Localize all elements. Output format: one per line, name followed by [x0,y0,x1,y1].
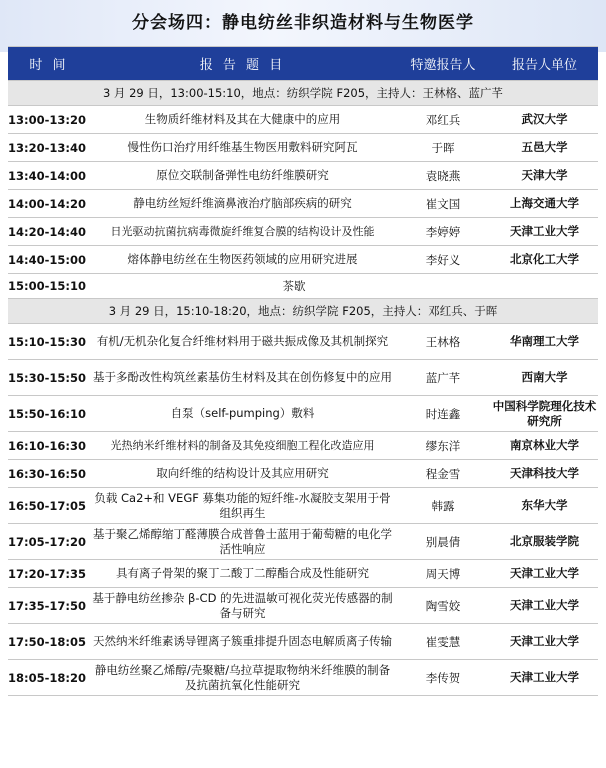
table-row [8,106,598,134]
row-topic: 静电纺丝短纤维滴鼻液治疗脑部疾病的研究 [90,190,395,218]
row-speaker: 李传贺 [395,660,491,696]
row-speaker: 于晖 [395,134,491,162]
session-info: 3 月 29 日，13:00-15:10，地点：纺织学院 F205，主持人：王林格、蓝广芊 [8,81,598,106]
break-label: 茶歇 [90,274,598,299]
table-header-row [8,47,598,81]
table-row [8,246,598,274]
row-org: 天津科技大学 [491,460,598,488]
row-topic: 熔体静电纺丝在生物医药领域的应用研究进展 [90,246,395,274]
row-org: 五邑大学 [491,134,598,162]
row-org: 天津工业大学 [491,560,598,588]
table-row [8,588,598,624]
row-topic: 自泵（self-pumping）敷料 [90,396,395,432]
row-org: 中国科学院理化技术研究所 [491,396,598,432]
row-topic: 静电纺丝聚乙烯醇/壳聚糖/乌拉草提取物纳米纤维膜的制备及抗菌抗氧化性能研究 [90,660,395,696]
row-speaker: 陶雪姣 [395,588,491,624]
header-org: 报告人单位 [491,47,598,81]
row-topic: 日光驱动抗菌抗病毒微旋纤维复合膜的结构设计及性能 [90,218,395,246]
table-row [8,162,598,190]
row-time: 15:10-15:30 [8,324,90,360]
row-time: 18:05-18:20 [8,660,90,696]
header-time: 时 间 [8,47,90,81]
row-topic: 取向纤维的结构设计及其应用研究 [90,460,395,488]
row-org: 天津工业大学 [491,624,598,660]
row-topic: 负载 Ca2+和 VEGF 募集功能的短纤维-水凝胶支架用于骨组织再生 [90,488,395,524]
row-topic: 生物质纤维材料及其在大健康中的应用 [90,106,395,134]
row-time: 14:40-15:00 [8,246,90,274]
row-org: 天津大学 [491,162,598,190]
row-time: 17:05-17:20 [8,524,90,560]
table-row [8,460,598,488]
row-time: 14:20-14:40 [8,218,90,246]
row-topic: 天然纳米纤维素诱导锂离子簇重排提升固态电解质离子传输 [90,624,395,660]
break-row [8,274,598,299]
table-row [8,660,598,696]
table-row [8,360,598,396]
row-speaker: 缪东洋 [395,432,491,460]
schedule-table [8,46,598,696]
page-title: 分会场四：静电纺丝非织造材料与生物医学 [132,13,474,33]
row-time: 17:50-18:05 [8,624,90,660]
row-topic: 原位交联制备弹性电纺纤维膜研究 [90,162,395,190]
row-org: 天津工业大学 [491,660,598,696]
row-speaker: 邓红兵 [395,106,491,134]
row-time: 16:10-16:30 [8,432,90,460]
table-row [8,560,598,588]
session-info: 3 月 29 日，15:10-18:20，地点：纺织学院 F205，主持人：邓红兵、于晖 [8,299,598,324]
table-row [8,396,598,432]
row-topic: 基于多酚改性构筑丝素基仿生材料及其在创伤修复中的应用 [90,360,395,396]
row-org: 上海交通大学 [491,190,598,218]
row-speaker: 韩露 [395,488,491,524]
table-row [8,488,598,524]
row-org: 西南大学 [491,360,598,396]
header-topic: 报 告 题 目 [90,47,395,81]
row-topic: 慢性伤口治疗用纤维基生物医用敷料研究阿瓦 [90,134,395,162]
row-org: 东华大学 [491,488,598,524]
row-time: 17:35-17:50 [8,588,90,624]
row-org: 北京化工大学 [491,246,598,274]
row-speaker: 周天博 [395,560,491,588]
row-time: 13:00-13:20 [8,106,90,134]
row-speaker: 李好义 [395,246,491,274]
row-time: 13:40-14:00 [8,162,90,190]
row-org: 北京服装学院 [491,524,598,560]
break-time: 15:00-15:10 [8,274,90,299]
table-row [8,134,598,162]
session-row [8,81,598,106]
table-row [8,218,598,246]
table-row [8,190,598,218]
row-org: 华南理工大学 [491,324,598,360]
row-topic: 基于聚乙烯醇缩丁醛薄膜合成普鲁士蓝用于葡萄糖的电化学活性响应 [90,524,395,560]
row-speaker: 崔雯慧 [395,624,491,660]
row-time: 16:50-17:05 [8,488,90,524]
row-speaker: 时连鑫 [395,396,491,432]
row-org: 南京林业大学 [491,432,598,460]
header-speaker: 特邀报告人 [395,47,491,81]
row-topic: 有机/无机杂化复合纤维材料用于磁共振成像及其机制探究 [90,324,395,360]
row-time: 13:20-13:40 [8,134,90,162]
table-row [8,432,598,460]
row-speaker: 程金雪 [395,460,491,488]
row-speaker: 别晨倩 [395,524,491,560]
table-row [8,324,598,360]
row-speaker: 蓝广芊 [395,360,491,396]
session-row [8,299,598,324]
row-org: 天津工业大学 [491,588,598,624]
row-topic: 基于静电纺丝掺杂 β-CD 的先进温敏可视化荧光传感器的制备与研究 [90,588,395,624]
row-speaker: 王林格 [395,324,491,360]
row-speaker: 袁晓燕 [395,162,491,190]
row-time: 15:50-16:10 [8,396,90,432]
row-topic: 光热纳米纤维材料的制备及其免疫细胞工程化改造应用 [90,432,395,460]
row-time: 16:30-16:50 [8,460,90,488]
row-speaker: 崔文国 [395,190,491,218]
table-row [8,624,598,660]
row-time: 14:00-14:20 [8,190,90,218]
row-speaker: 李婷婷 [395,218,491,246]
row-org: 武汉大学 [491,106,598,134]
row-org: 天津工业大学 [491,218,598,246]
row-topic: 具有离子骨架的聚丁二酸丁二醇酯合成及性能研究 [90,560,395,588]
row-time: 15:30-15:50 [8,360,90,396]
row-time: 17:20-17:35 [8,560,90,588]
table-row [8,524,598,560]
